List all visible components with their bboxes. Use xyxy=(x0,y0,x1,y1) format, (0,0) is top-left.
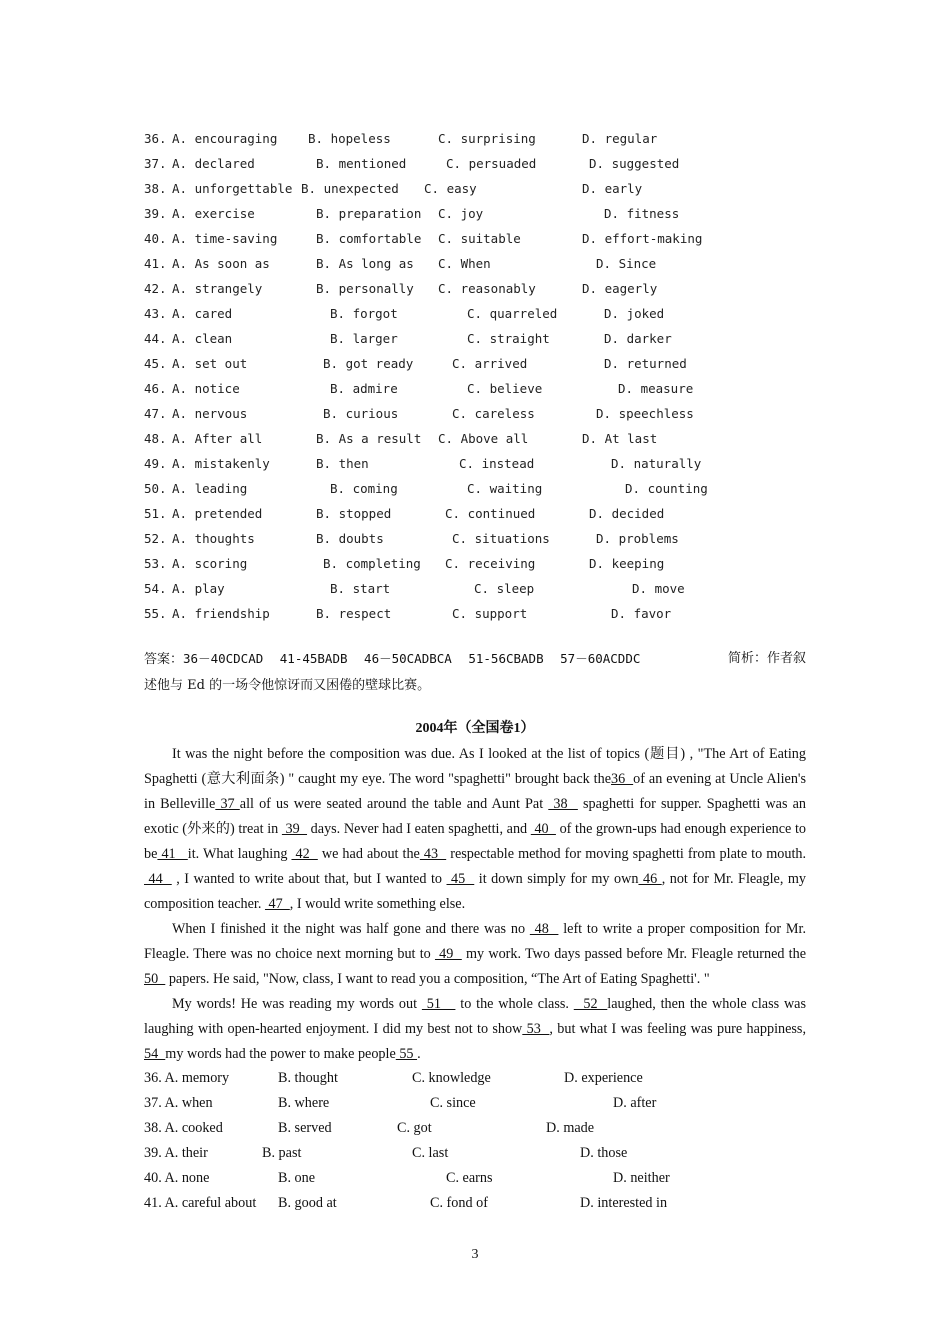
passage-text: my work. Two days passed before Mr. Fleagle returned the xyxy=(461,946,807,962)
option-choice: C. last xyxy=(412,1145,449,1161)
option-choice: A. encouraging xyxy=(172,131,278,146)
option-choice: C. quarreled xyxy=(467,306,558,321)
question-number: 46. xyxy=(144,381,167,396)
option-choice: C. situations xyxy=(452,531,550,546)
option-row xyxy=(144,226,824,251)
option-choice: C. waiting xyxy=(467,481,543,496)
option-row xyxy=(144,601,824,626)
option-row xyxy=(144,1116,824,1141)
option-choice: D. fitness xyxy=(604,206,680,221)
option-choice: D. decided xyxy=(589,506,665,521)
option-choice: B. As long as xyxy=(316,256,414,271)
option-choice: C. easy xyxy=(424,181,477,196)
question-number: 51. xyxy=(144,506,167,521)
page-number: 3 xyxy=(471,1247,479,1262)
blank-number: 54 xyxy=(144,1046,166,1062)
option-choice: A. leading xyxy=(172,481,248,496)
option-choice: D. experience xyxy=(564,1070,643,1086)
question-number: 39. xyxy=(144,206,167,221)
question-number: 41. xyxy=(144,256,167,271)
option-choice: D. effort-making xyxy=(582,231,703,246)
option-choice: B. one xyxy=(278,1170,316,1186)
analysis-text: 述他与 Ed 的一场令他惊讶而又困倦的壁球比赛。 xyxy=(144,678,431,693)
option-row xyxy=(144,301,824,326)
option-row xyxy=(144,526,824,551)
blank-number: 43 xyxy=(419,846,447,862)
passage-text: we had about the xyxy=(317,846,420,862)
option-row xyxy=(144,1066,824,1091)
option-row xyxy=(144,426,824,451)
option-choice: D. darker xyxy=(604,331,672,346)
option-row xyxy=(144,1191,824,1216)
option-choice: 41. A. careful about xyxy=(144,1195,257,1211)
option-choice: D. neither xyxy=(613,1170,670,1186)
option-choice: C. Above all xyxy=(438,431,529,446)
option-choice: 40. A. none xyxy=(144,1170,210,1186)
question-number: 37. xyxy=(144,156,167,171)
option-choice: B. completing xyxy=(323,556,421,571)
options-table-passage-1 xyxy=(144,126,824,626)
blank-number: 37 xyxy=(215,796,240,812)
option-choice: D. counting xyxy=(625,481,708,496)
option-choice: A. cared xyxy=(172,306,233,321)
blank-number: 39 xyxy=(281,821,308,837)
options-table-passage-2 xyxy=(144,1066,824,1216)
option-choice: C. careless xyxy=(452,406,535,421)
option-choice: C. continued xyxy=(445,506,536,521)
option-choice: A. thoughts xyxy=(172,531,255,546)
option-row xyxy=(144,251,824,276)
option-choice: C. believe xyxy=(467,381,543,396)
option-choice: B. start xyxy=(330,581,391,596)
blank-number: 49 xyxy=(434,946,462,962)
question-number: 50. xyxy=(144,481,167,496)
option-choice: B. got ready xyxy=(323,356,414,371)
passage-text: When I finished it the night was half gone and there was no xyxy=(172,921,530,937)
option-choice: A. notice xyxy=(172,381,240,396)
blank-number: 46 xyxy=(638,871,662,887)
option-choice: A. time-saving xyxy=(172,231,278,246)
option-choice: A. declared xyxy=(172,156,255,171)
question-number: 38. xyxy=(144,181,167,196)
option-choice: B. hopeless xyxy=(308,131,391,146)
option-choice: C. straight xyxy=(467,331,550,346)
question-number: 54. xyxy=(144,581,167,596)
passage-text: , I would write something else. xyxy=(289,896,466,912)
passage-text: it. What laughing xyxy=(187,846,292,862)
option-choice: C. instead xyxy=(459,456,535,471)
option-choice: C. fond of xyxy=(430,1195,488,1211)
passage-text: to the whole class. xyxy=(455,996,574,1012)
blank-number: 44 xyxy=(144,871,172,887)
option-choice: D. favor xyxy=(611,606,672,621)
question-number: 44. xyxy=(144,331,167,346)
option-row xyxy=(144,151,824,176)
option-choice: C. When xyxy=(438,256,491,271)
option-choice: D. keeping xyxy=(589,556,665,571)
question-number: 45. xyxy=(144,356,167,371)
option-choice: C. got xyxy=(397,1120,432,1136)
passage-text: spaghetti for supper. Spaghetti was an exotic (外来的) treat in xyxy=(144,796,806,837)
option-choice: 38. A. cooked xyxy=(144,1120,223,1136)
blank-number: 36 xyxy=(611,771,634,787)
option-choice: D. At last xyxy=(582,431,658,446)
option-row xyxy=(144,451,824,476)
option-choice: B. thought xyxy=(278,1070,338,1086)
option-choice: B. unexpected xyxy=(301,181,399,196)
option-choice: C. receiving xyxy=(445,556,536,571)
option-choice: D. suggested xyxy=(589,156,680,171)
passage-text: papers. He said, "Now, class, I want to read you a composition, “The Art of Eating Spaghetti'. " xyxy=(165,971,710,987)
option-row xyxy=(144,376,824,401)
analysis-label: 简析：作者叙 xyxy=(727,651,806,666)
option-choice: C. support xyxy=(452,606,528,621)
option-choice: B. personally xyxy=(316,281,414,296)
option-choice: D. move xyxy=(632,581,685,596)
answer-key-4: 51-56CBADB xyxy=(468,651,544,666)
option-choice: D. after xyxy=(613,1095,657,1111)
option-row xyxy=(144,1166,824,1191)
paragraph-1 xyxy=(144,742,806,917)
option-row xyxy=(144,476,824,501)
option-choice: A. exercise xyxy=(172,206,255,221)
option-choice: D. made xyxy=(546,1120,595,1136)
option-choice: C. suitable xyxy=(438,231,521,246)
blank-number: 41 xyxy=(157,846,188,862)
option-choice: A. As soon as xyxy=(172,256,270,271)
answer-section xyxy=(144,646,806,699)
blank-number: 55 xyxy=(395,1046,418,1062)
blank-number: 38 xyxy=(548,796,578,812)
paragraph-3 xyxy=(144,992,806,1067)
option-choice: A. After all xyxy=(172,431,263,446)
option-choice: C. since xyxy=(430,1095,476,1111)
question-number: 49. xyxy=(144,456,167,471)
option-choice: B. preparation xyxy=(316,206,422,221)
option-choice: D. those xyxy=(580,1145,628,1161)
question-number: 55. xyxy=(144,606,167,621)
passage-text: laughed, then the whole class was laughing with open-hearted enjoyment. I did my best not to show xyxy=(144,996,807,1037)
passage-text: of an evening at Uncle Alien's in Belleville xyxy=(144,771,806,812)
option-choice: B. larger xyxy=(330,331,398,346)
blank-number: 45 xyxy=(446,871,475,887)
option-choice: A. set out xyxy=(172,356,248,371)
question-number: 40. xyxy=(144,231,167,246)
option-choice: B. comfortable xyxy=(316,231,422,246)
passage-text: left to write a proper composition for Mr. Fleagle. There was no choice next morning but to xyxy=(144,921,807,962)
option-choice: B. then xyxy=(316,456,369,471)
option-choice: D. early xyxy=(582,181,643,196)
option-choice: D. naturally xyxy=(611,456,702,471)
passage-text: my words had the power to make people xyxy=(165,1046,396,1062)
option-row xyxy=(144,576,824,601)
option-choice: A. unforgettable xyxy=(172,181,293,196)
option-choice: C. joy xyxy=(438,206,484,221)
answer-label: 答案： xyxy=(144,652,184,667)
blank-number: 47 xyxy=(264,896,290,912)
question-number: 47. xyxy=(144,406,167,421)
section-title: 2004年（全国卷1） xyxy=(415,721,535,736)
answer-key-2: 41-45BADB xyxy=(279,651,348,666)
passage-text: all of us were seated around the table and Aunt Pat xyxy=(239,796,549,812)
option-choice: C. arrived xyxy=(452,356,528,371)
option-choice: A. pretended xyxy=(172,506,263,521)
passage-text: days. Never had I eaten spaghetti, and xyxy=(307,821,531,837)
option-row xyxy=(144,276,824,301)
passage-2004 xyxy=(144,742,806,1067)
option-choice: B. respect xyxy=(316,606,392,621)
option-choice: C. knowledge xyxy=(412,1070,491,1086)
option-choice: C. reasonably xyxy=(438,281,536,296)
option-choice: B. coming xyxy=(330,481,398,496)
blank-number: 51 xyxy=(421,996,456,1012)
option-choice: A. clean xyxy=(172,331,233,346)
passage-text: . xyxy=(417,1046,421,1062)
option-choice: B. admire xyxy=(330,381,398,396)
option-choice: D. speechless xyxy=(596,406,694,421)
option-choice: 37. A. when xyxy=(144,1095,213,1111)
question-number: 43. xyxy=(144,306,167,321)
option-choice: B. mentioned xyxy=(316,156,407,171)
option-row xyxy=(144,501,824,526)
blank-number: 42 xyxy=(291,846,318,862)
option-row xyxy=(144,1141,824,1166)
option-row xyxy=(144,351,824,376)
option-choice: C. sleep xyxy=(474,581,535,596)
passage-text: it down simply for my own xyxy=(474,871,639,887)
blank-number: 52 xyxy=(573,996,608,1012)
passage-text: , but what I was feeling was pure happiness, xyxy=(549,1021,807,1037)
option-row xyxy=(144,126,824,151)
question-number: 48. xyxy=(144,431,167,446)
passage-text: , not for Mr. Fleagle, my composition teacher. xyxy=(144,871,807,912)
option-choice: D. problems xyxy=(596,531,679,546)
option-row xyxy=(144,176,824,201)
option-choice: B. served xyxy=(278,1120,332,1136)
option-choice: A. nervous xyxy=(172,406,248,421)
option-row xyxy=(144,1091,824,1116)
option-choice: B. stopped xyxy=(316,506,392,521)
option-choice: B. forgot xyxy=(330,306,398,321)
question-number: 42. xyxy=(144,281,167,296)
option-choice: B. where xyxy=(278,1095,330,1111)
answer-key-3: 46－50CADBCA xyxy=(364,651,452,666)
question-number: 52. xyxy=(144,531,167,546)
option-choice: B. past xyxy=(262,1145,302,1161)
answer-key-5: 57－60ACDDC xyxy=(560,651,641,666)
passage-text: respectable method for moving spaghetti from plate to mouth. xyxy=(446,846,807,862)
option-choice: 36. A. memory xyxy=(144,1070,230,1086)
option-choice: D. Since xyxy=(596,256,657,271)
blank-number: 53 xyxy=(522,1021,550,1037)
blank-number: 50 xyxy=(144,971,166,987)
option-choice: D. measure xyxy=(618,381,694,396)
option-choice: B. good at xyxy=(278,1195,337,1211)
option-choice: D. returned xyxy=(604,356,687,371)
option-choice: A. scoring xyxy=(172,556,248,571)
option-choice: D. eagerly xyxy=(582,281,658,296)
passage-text: , I wanted to write about that, but I wanted to xyxy=(171,871,447,887)
option-choice: A. strangely xyxy=(172,281,263,296)
option-row xyxy=(144,551,824,576)
option-row xyxy=(144,401,824,426)
answer-key-1: 36－40CDCAD xyxy=(183,651,264,666)
option-row xyxy=(144,201,824,226)
option-choice: 39. A. their xyxy=(144,1145,208,1161)
option-choice: D. joked xyxy=(604,306,665,321)
option-choice: B. curious xyxy=(323,406,399,421)
blank-number: 40 xyxy=(530,821,556,837)
option-choice: C. surprising xyxy=(438,131,536,146)
option-choice: B. doubts xyxy=(316,531,384,546)
blank-number: 48 xyxy=(529,921,559,937)
passage-text: of the grown-ups had enough experience to be xyxy=(144,821,806,862)
option-row xyxy=(144,326,824,351)
question-number: 53. xyxy=(144,556,167,571)
option-choice: A. play xyxy=(172,581,225,596)
option-choice: B. As a result xyxy=(316,431,422,446)
paragraph-2 xyxy=(144,917,806,992)
option-choice: D. interested in xyxy=(580,1195,668,1211)
option-choice: C. earns xyxy=(446,1170,493,1186)
option-choice: A. friendship xyxy=(172,606,270,621)
option-choice: D. regular xyxy=(582,131,658,146)
option-choice: A. mistakenly xyxy=(172,456,270,471)
option-choice: C. persuaded xyxy=(446,156,537,171)
passage-text: My words! He was reading my words out xyxy=(172,996,422,1012)
question-number: 36. xyxy=(144,131,167,146)
passage-text: It was the night before the composition was due. As I looked at the list of topics (题目) , "The Art of Eating Spaghetti (意大利面条) " caught my eye. The word "spaghetti" brought back the xyxy=(144,746,806,787)
